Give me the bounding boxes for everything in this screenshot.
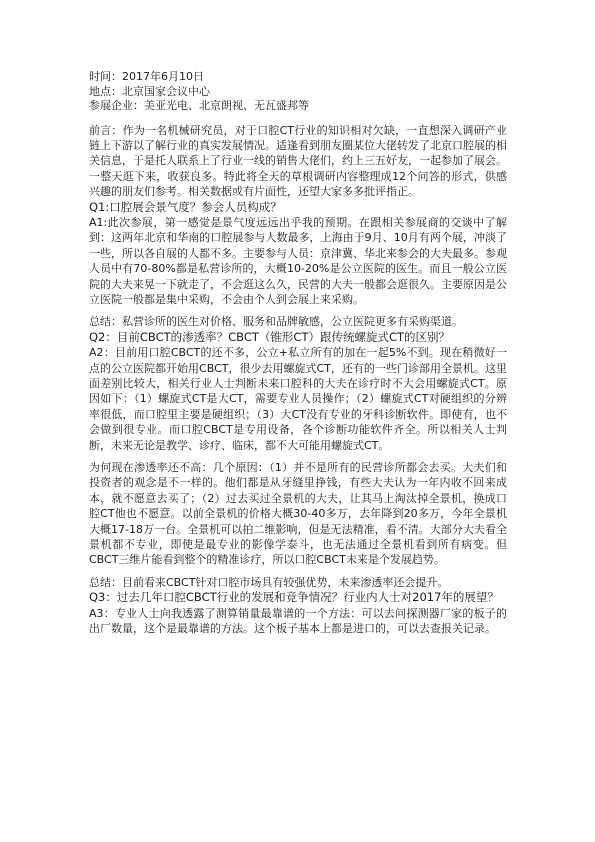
document-page xyxy=(89,70,507,637)
meta-time: 时间：2017年6月10日 xyxy=(89,70,204,83)
q3-answer: A3：专业人士向我透露了测算销量最靠谱的一个方法：可以去问探测器厂家的板子的出厂数量，这个是最靠谱的方法。这个板子基本上都是进口的，可以去查报关记录。 xyxy=(89,606,507,636)
q2-summary: 总结：目前看来CBCT针对口腔市场具有较强优势，未来渗透率还会提升。 xyxy=(89,575,449,589)
q2-reasons: 为何现在渗透率还不高：几个原因：（1）并不是所有的民营诊所都会去买。大夫们和投资者的观念是不一样的。他们都是从牙缝里挣钱，有些大夫认为一年内收不回来成本，就不愿意去买了；（2）过去买过全景机的大夫，让其马上淘汰掉全景机，换成口腔CT他也不愿意。以前全景机的价格大概30-40多万，去年降到20多万，今年全景机大概17-18万一台。全景机可以拍二维影响，但是无法精准，看不清。大部分大夫看全景机都不专业，即使是最专业的影像学泰斗，也无法通过全景机看到所有病变。但CBCT三维片能看到整个的精准诊疗，所以口腔CBCT未来是个发展趋势。 xyxy=(89,461,507,567)
q1-summary: 总结：私营诊所的医生对价格、服务和品牌敏感，公立医院更多有采购渠道。 xyxy=(89,315,463,329)
q2-answer: A2：目前用口腔CBCT的还不多，公立+私立所有的加在一起5%不到。现在稍微好一点的公立医院都开始用CBCT，很少去用螺旋式CT，还有的一些门诊部用全景机。这里面差别比较大，相关行业人士判断未来口腔科的大夫在诊疗时不大会用螺旋式CT。原因如下：（1）螺旋式CT是大CT，需要专业人员操作；（2）螺旋式CT对硬组织的分辨率很低，而口腔里主要是硬组织；（3）大CT没有专业的牙科诊断软件。即使有，也不会做到很专业。而口腔CBCT是专用设备，各个诊断功能软件齐全。所以相关人士判断，未来无论是教学、诊疗、临床，都不大可能用螺旋式CT。 xyxy=(89,346,507,452)
meta-place: 地点：北京国家会议中心 xyxy=(89,84,210,98)
q3-question: Q3：过去几年口腔CBCT行业的发展和竞争情况？行业内人士对2017年的展望？ xyxy=(89,590,499,605)
q1-answer: A1:此次参展，第一感觉是景气度远远出乎我的预期。在跟相关参展商的交谈中了解到：这两年北京和华南的口腔展参与人数最多，上海由于9月、10月有两个展，冲淡了一些，所以各自展的人都不多。主要参与人员：京津冀、华北来参会的大夫最多。参观人员中有70-80%都是私营诊所的，大概10-20%是公立医院的医生。而且一般公立医院的大夫来晃一下就走了，不会逛这么久，民营的大夫一般都会逛很久。主要原因是公立医院一般都是集中采购，不会由个人到会展上来采购。 xyxy=(89,215,507,306)
meta-block xyxy=(89,70,507,114)
q2-question: Q2：目前CBCT的渗透率？CBCT（锥形CT）跟传统螺旋式CT的区别？ xyxy=(89,329,451,344)
meta-companies: 参展企业：美亚光电、北京朗视、无瓦盛邦等 xyxy=(89,99,309,112)
preface-paragraph: 前言：作为一名机械研究员，对于口腔CT行业的知识相对欠缺，一直想深入调研产业链上下游以了解行业的真实发展情况。适逢看到朋友圈某位大佬转发了北京口腔展的相关信息，于是托人联系上了行业一线的销售大佬们，约上三五好友，一起参加了展会。一整天逛下来，收获良多。特此将全天的草根调研内容整理成12个问答的形式，供感兴趣的朋友们参考。相关数据或有片面性，还望大家多多批评指正。 xyxy=(89,123,507,199)
q1-question: Q1:口腔展会景气度？参会人员构成？ xyxy=(89,199,282,214)
